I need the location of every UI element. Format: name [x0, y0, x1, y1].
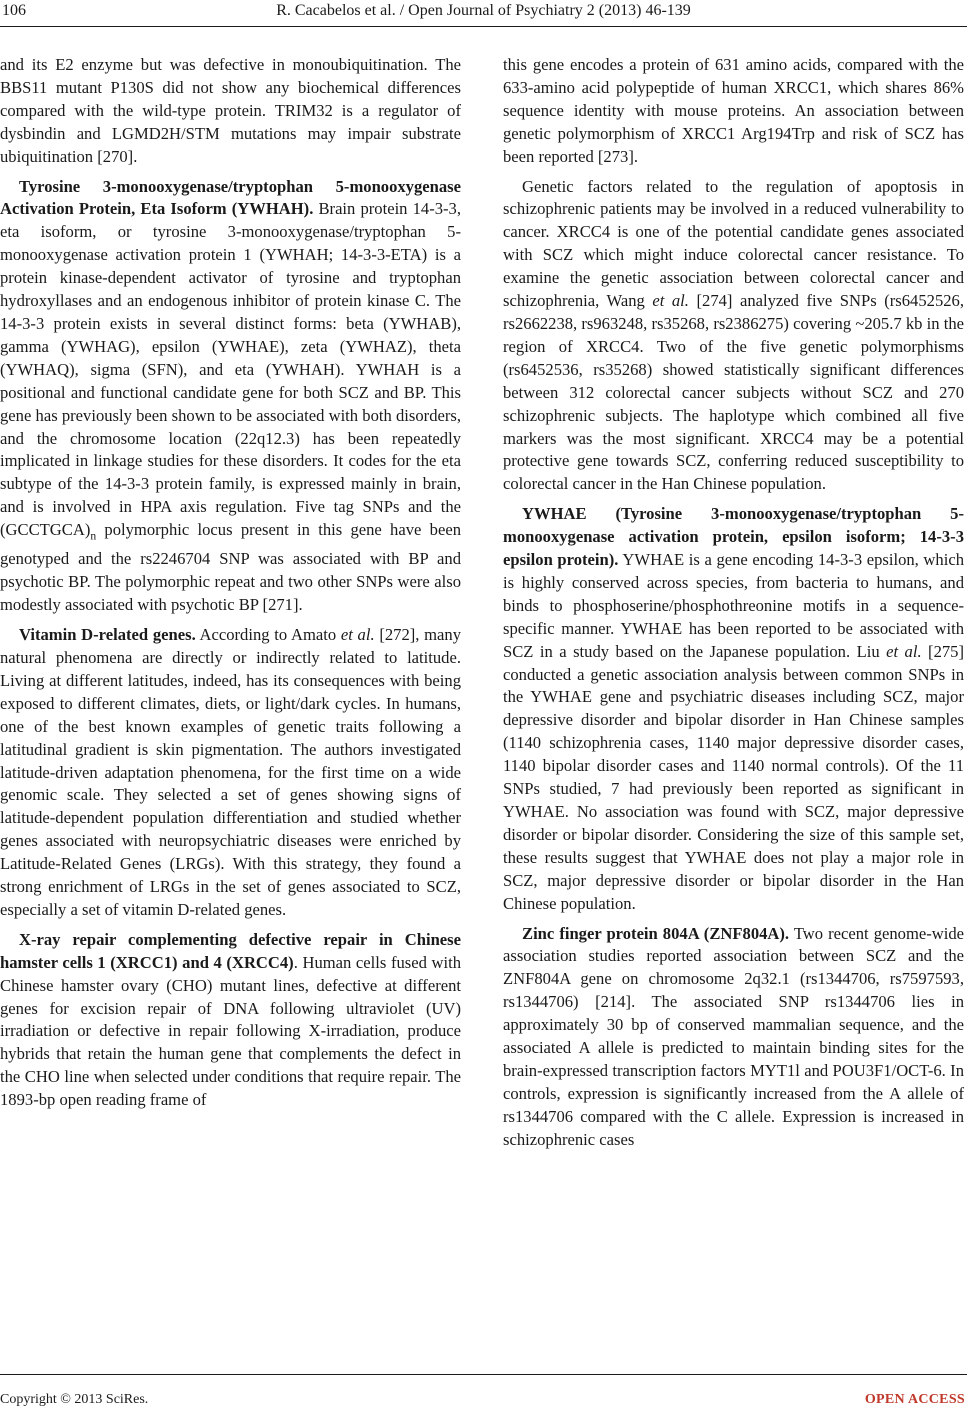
right-column — [503, 54, 964, 1159]
znf804a-text: Two recent genome-wide association studies reported association between SCZ and the ZNF804A gene on chromosome 2q32.1 (rs1344706, rs7597593, rs1344706) [214]. The associated SNP rs1344706 lies in approximately 30 bp of conserved mammalian sequence, and the associated A allele is predicted to maintain binding sites for the brain-expressed transcription factors MYT1l and POU3F1/OCT-6. In controls, expression is significantly increased from the A allele of rs1344706 compared with the C allele. Expression is increased in schizophrenic cases — [503, 923, 964, 1149]
ywhae-text-b: [275] conducted a genetic association analysis between common SNPs in the YWHAE gene and psychiatric diseases including SCZ, major depressive disorder and bipolar disorder in Han Chinese samples (1140 schizophrenia cases, 1140 major depressive disorder cases, 1140 bipolar disorder cases and 1140 normal controls). Of the 11 SNPs studied, 7 had previously been reported as significant in YWHAE. No association was found with SCZ, major depressive disorder or bipolar disorder. Considering the size of this sample set, these results suggest that YWHAE does not play a major role in SCZ, major depressive disorder or bipolar disorder in the Han Chinese population. — [503, 641, 964, 913]
page-number: 106 — [2, 2, 26, 19]
xrcc-heading: X-ray repair complementing defective repair in Chinese hamster cells 1 (XRCC1) and 4 (XRCC4) — [0, 929, 461, 972]
footer-rule — [0, 1374, 967, 1375]
ywhah-text-a: Brain protein 14-3-3, eta isoform, or tyrosine 3-monooxygenase/tryptophan 5-monooxygenase activation protein 1 (YWHAH; 14-3-3-ETA) is a protein kinase-dependent activator of tyrosine and tryptophan hydroxyllases and an endogenous inhibitor of protein kinase C. The 14-3-3 protein exists in several distinct forms: beta (YWHAB), gamma (YWHAG), epsilon (YWHAE), zeta (YWHAZ), theta (YWHAQ), sigma (SFN), and eta (YWHAH). YWHAH is a positional and functional candidate gene for both SCZ and BP. This gene has previously been shown to be associated with both disorders, and the chromosome location (22q12.3) has been repeatedly implicated in linkage studies for these disorders. It codes for the eta subtype of the 14-3-3 protein family, is expressed mainly in brain, and is involved in HPA axis regulation. Five tag SNPs and the (GCCTGCA) — [0, 199, 461, 540]
left-paragraph-vitamin-d — [0, 624, 461, 922]
ywhah-subscript: n — [90, 529, 97, 543]
ywhah-text-b: polymorphic locus present in this gene have been genotyped and the rs2246704 SNP was associated with BP and psychotic BP. The polymorphic repeat and two other SNPs were also modestly associated with psychotic BP [271]. — [0, 520, 461, 615]
ywhah-heading: Tyrosine 3-monooxygenase/tryptophan 5-monooxygenase Activation Protein, Eta Isoform (YWHAH). — [0, 176, 461, 219]
vitamin-d-heading: Vitamin D-related genes. — [19, 625, 196, 645]
vitamin-d-text-b: [272], many natural phenomena are directly or indirectly related to latitude. Living at different latitudes, indeed, has its consequences with being exposed to different climates, diets, or light/dark cycles. In humans, one of the best known examples of genetic traits following a latitudinal gradient is skin pigmentation. The authors investigated latitude-driven adaptation phenomena, for the first time on a wide genomic scale. They selected a set of genes showing signs of latitude-dependent population differentiation and studied whether genes associated with neuropsychiatric diseases were enriched by Latitude-Related Genes (LRGs). With this strategy, they found a strong enrichment of LRGs in the set of genes associated to SCZ, especially a set of vitamin D-related genes. — [0, 625, 461, 919]
vitamin-d-text-a: According to Amato — [195, 625, 341, 645]
xrcc-text: . Human cells fused with Chinese hamster ovary (CHO) mutant lines, defective at different genes for excision repair of DNA following ultraviolet (UV) irradiation or defective in repair following X-irradiation, produce hybrids that retain the human gene that complements the defect in the CHO line when selected under conditions that require repair. The 1893-bp open reading frame of — [0, 952, 461, 1110]
left-paragraph-ywhah — [0, 176, 461, 618]
left-paragraph-1 — [0, 54, 461, 169]
ywhae-etal: et al. — [886, 641, 922, 661]
open-access-label: OPEN ACCESS — [864, 1392, 965, 1407]
ywhae-text-a: YWHAE is a gene encoding 14-3-3 epsilon, which is highly conserved across species, from bacteria to humans, and binds to phosphoserine/phosphothreonine motifs in a sequence-specific manner. YWHAE has been reported to be associated with SCZ in a study based on the Japanese population. Liu — [503, 550, 964, 661]
left-column — [0, 54, 461, 1119]
header-rule — [0, 26, 967, 27]
xrcc4-text-b: [274] analyzed five SNPs (rs6452526, rs2662238, rs963248, rs35268, rs2386275) covering ~205.7 kb in the region of XRCC4. Two of the five genetic polymorphisms (rs6452536, rs35268) showed statistically significant differences between 312 colorectal cancer subjects without SCZ and 270 schizophrenic subjects. The haplotype which combined all five markers was the most significant. XRCC4 may be a potential protective gene towards SCZ, conferring reduced susceptibility to colorectal cancer in the Han Chinese population. — [503, 291, 964, 494]
left-p1-text: and its E2 enzyme but was defective in monoubiquitination. The BBS11 mutant P130S did not show any biochemical differences compared with the wild-type protein. TRIM32 is a regulator of dysbindin and LGMD2H/STM mutations may impair substrate ubiquitination [270]. — [0, 55, 461, 166]
vitamin-d-etal: et al. — [340, 625, 375, 645]
running-title: R. Cacabelos et al. / Open Journal of Psychiatry 2 (2013) 46-139 — [276, 2, 691, 19]
right-paragraph-znf804a — [503, 923, 964, 1152]
znf804a-heading: Zinc finger protein 804A (ZNF804A). — [522, 923, 790, 943]
right-p1-text: this gene encodes a protein of 631 amino acids, compared with the 633-amino acid polypeptide of human XRCC1, which shares 86% sequence identity with mouse proteins. An association between genetic polymorphism of XRCC1 Arg194Trp and risk of SCZ has been reported [273]. — [503, 55, 964, 166]
ywhae-heading: YWHAE (Tyrosine 3-monooxygenase/tryptophan 5-monooxygenase activation protein, epsilon isoform; 14-3-3 epsilon protein). — [503, 504, 964, 570]
right-paragraph-ywhae — [503, 503, 964, 915]
right-paragraph-xrcc4 — [503, 176, 964, 497]
right-paragraph-1 — [503, 54, 964, 169]
copyright-notice: Copyright © 2013 SciRes. — [0, 1392, 149, 1407]
xrcc4-text-a: Genetic factors related to the regulation of apoptosis in schizophrenic patients may be involved in a reduced vulnerability to cancer. XRCC4 is one of the potential candidate genes associated with SCZ which might induce colorectal cancer resistance. To examine the genetic association between colorectal cancer and schizophrenia, Wang — [503, 176, 964, 311]
xrcc4-etal: et al. — [652, 291, 689, 311]
left-paragraph-xrcc — [0, 929, 461, 1112]
